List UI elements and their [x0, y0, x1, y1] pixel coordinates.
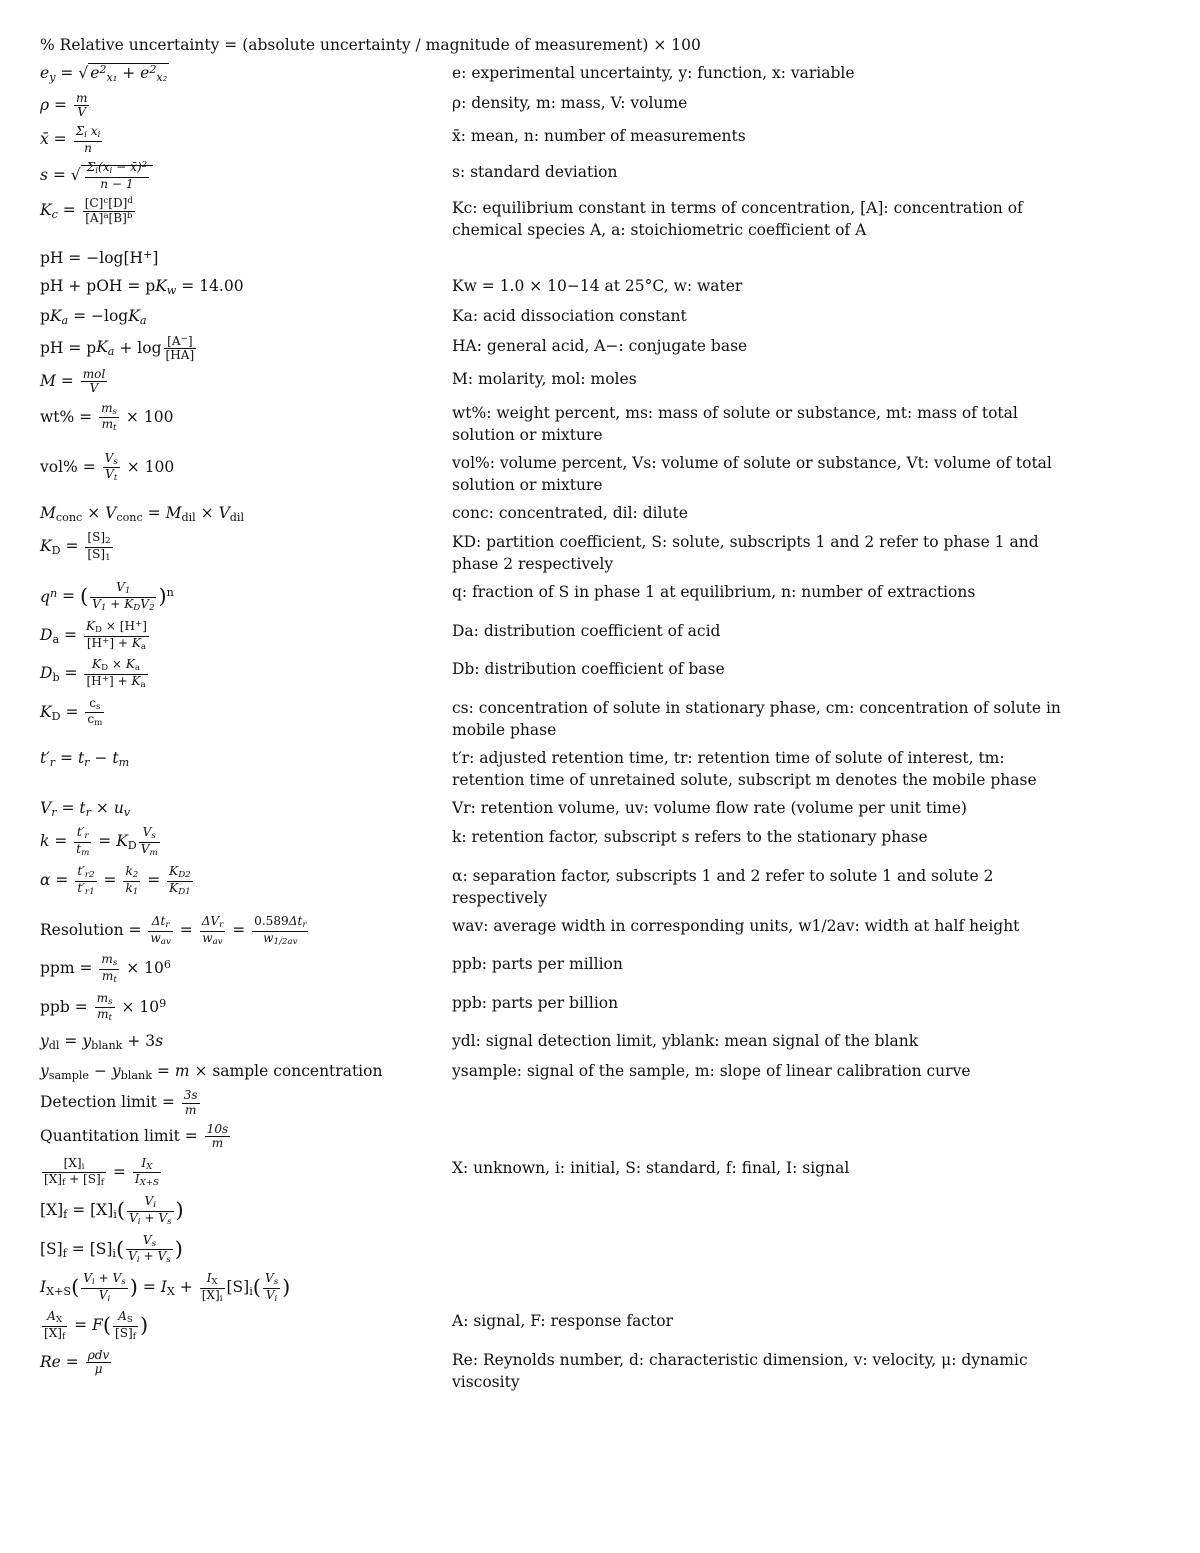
description: cs: concentration of solute in stationary phase, cm: concentration of solute in mobile phase	[452, 698, 1061, 739]
formula-row	[40, 335, 1080, 363]
equation: $y_{dl} = y_{blank} + 3s$	[40, 1032, 164, 1052]
description: Da: distribution coefficient of acid	[452, 621, 721, 640]
formula-row	[40, 747, 1080, 791]
equation: x̄ = $\frac{\Sigma_i x_i}{n}$	[40, 124, 101, 155]
formula-row	[40, 1349, 1080, 1393]
formula-row	[40, 1310, 1080, 1342]
equation: $I_{X+S}$( $\frac{V_i + V_s}{V_i}$ ) = $I_X$ + $\frac{I_X}{[X]_i}$ $[S]_i$( $\frac{V_s}{V_i}$ )	[40, 1271, 291, 1304]
equation: Re = $\frac{\text{ρdv}}{\mu}$	[40, 1347, 110, 1377]
equation: $pK_a = -\log K_a$	[40, 306, 147, 327]
formula-row	[40, 915, 1080, 947]
description	[452, 1234, 1080, 1266]
formula-row	[40, 125, 1080, 155]
formula-row	[40, 161, 1080, 191]
equation: $D_a$ = $\frac{K_D \times [H^+]}{[H^+] + K_a}$	[40, 618, 147, 652]
formula-row	[40, 992, 1080, 1024]
formula-row	[40, 1030, 1080, 1054]
description: k: retention factor, subscript s refers to the stationary phase	[452, 828, 928, 847]
equation: $K_c$ = $\frac{[C]^c[D]^d}{[A]^a[B]^b}$	[40, 196, 133, 225]
equation: $K_D$ = $\frac{[S]_2}{[S]_1}$	[40, 530, 111, 564]
formula-sheet	[40, 34, 1080, 1399]
description: Kw = 1.0 × 10−14 at 25°C, w: water	[452, 277, 743, 296]
equation: k = $\frac{t'_r}{t_m}$ = $K_D$ $\frac{V_s}{V_m}$	[40, 825, 158, 859]
equation: $M_{conc} \times V_{conc} = M_{dil} \times V_{dil}$	[40, 503, 245, 524]
description: ppb: parts per billion	[452, 993, 619, 1012]
equation: $e_y$ = √ $e^2_{x_1} + e^2_{x_2}$	[40, 63, 168, 84]
description	[452, 1195, 1080, 1227]
description: α: separation factor, subscripts 1 and 2 refer to solute 1 and solute 2 respectively	[452, 866, 994, 907]
description: t′r: adjusted retention time, tr: retention time of solute of interest, tm: retention time of unretained solute, subscript m denotes the mobile phase	[452, 748, 1037, 789]
description	[452, 1123, 1080, 1151]
formula-row	[40, 1123, 1080, 1151]
description: A: signal, F: response factor	[452, 1312, 674, 1331]
formula-row	[40, 953, 1080, 985]
description: e: experimental uncertainty, y: function, x: variable	[452, 64, 855, 82]
formula-row	[40, 368, 1080, 396]
formula-row	[40, 1234, 1080, 1266]
equation: pH = −log[H+]	[40, 248, 159, 268]
formula-row	[40, 92, 1080, 120]
description: ppb: parts per million	[452, 955, 623, 974]
equation: Detection limit = $\frac{3s}{m}$	[40, 1088, 198, 1117]
description	[452, 1272, 1080, 1304]
equation: $[X]_f = [X]_i$( $\frac{V_i}{V_i + V_s}$ )	[40, 1194, 184, 1227]
description: q: fraction of S in phase 1 at equilibrium, n: number of extractions	[452, 583, 976, 602]
equation: Resolution = $\frac{\Delta t_r}{w_{av}}$ = $\frac{\Delta V_r}{w_{av}}$ = $\frac{0.589\Delta t_r}{w_{1/2av}}$	[40, 913, 307, 947]
equation: Quantitation limit = $\frac{10s}{m}$	[40, 1122, 229, 1151]
equation: α = $\frac{t'_{r2}}{t'_{r1}}$ = $\frac{k_2}{k_1}$ = $\frac{K_{D2}}{K_{D1}}$	[40, 863, 191, 897]
equation: $K_D$ = $\frac{c_s}{c_m}$	[40, 695, 103, 729]
equation: pH = $pK_a + \log$ $\frac{[A^-]}{[HA]}$	[40, 333, 195, 362]
formula-row	[40, 658, 1080, 690]
description	[452, 1089, 1080, 1117]
formula-row	[40, 865, 1080, 909]
formula-row	[40, 581, 1080, 613]
equation: $[S]_f = [S]_i$( $\frac{V_s}{V_i + V_s}$ )	[40, 1232, 183, 1266]
description	[452, 247, 1080, 269]
description: Vr: retention volume, uv: volume flow rate (volume per unit time)	[452, 798, 967, 817]
formula-row	[40, 826, 1080, 858]
equation: $\frac{A_X}{[X]_f}$ = F( $\frac{A_S}{[S]_f}$ )	[44, 1309, 149, 1343]
formula-row	[40, 1089, 1080, 1117]
formula-row	[40, 1157, 1080, 1189]
equation: ppm = $\frac{m_s}{m_t}$ × $10^6$	[40, 952, 171, 986]
description: x̄: mean, n: number of measurements	[452, 127, 746, 146]
equation: ppb = $\frac{m_s}{m_t}$ × $10^9$	[40, 990, 167, 1024]
description: M: molarity, mol: moles	[452, 370, 637, 389]
formula-row	[40, 197, 1080, 241]
equation: $D_b$ = $\frac{K_D \times K_a}{[H^+] + K_a}$	[40, 657, 146, 691]
description: Db: distribution coefficient of base	[452, 660, 725, 679]
equation: $q^n$ = ( $\frac{V_1}{V_1 + K_DV_2}$ )$^n$	[40, 580, 174, 614]
description: ρ: density, m: mass, V: volume	[452, 93, 688, 112]
formula-row	[40, 797, 1080, 821]
formula-row	[40, 402, 1080, 446]
equation: M = $\frac{\text{mol}}{V}$	[40, 367, 106, 396]
description: KD: partition coefficient, S: solute, subscripts 1 and 2 refer to phase 1 and phase 2 respectively	[452, 533, 1039, 574]
equation: $y_{sample} - y_{blank} = m$ × sample concentration	[40, 1061, 383, 1082]
description: wav: average width in corresponding units, w1/2av: width at half height	[452, 916, 1020, 935]
description: ydl: signal detection limit, yblank: mean signal of the blank	[452, 1032, 919, 1051]
description: Kc: equilibrium constant in terms of concentration, [A]: concentration of chemical species A, a: stoichiometric coefficient of A	[452, 199, 1023, 240]
equation: $t'_r = t_r - t_m$	[40, 748, 130, 769]
formula-row	[40, 697, 1080, 741]
formula-row	[40, 247, 1080, 269]
equation: wt% = $\frac{m_s}{m_t}$ × 100	[40, 400, 174, 434]
formula-row	[40, 62, 1080, 86]
formula-row	[40, 452, 1080, 496]
formula-row	[40, 502, 1080, 526]
description: HA: general acid, A−: conjugate base	[452, 336, 748, 355]
equation: vol% = $\frac{V_s}{V_t}$ × 100	[40, 450, 175, 484]
description: Ka: acid dissociation constant	[452, 306, 687, 325]
description: Re: Reynolds number, d: characteristic dimension, v: velocity, μ: dynamic viscosity	[452, 1350, 1028, 1391]
description: X: unknown, i: initial, S: standard, f: final, I: signal	[452, 1158, 850, 1177]
description: vol%: volume percent, Vs: volume of solute or substance, Vt: volume of total solution or mixture	[452, 453, 1052, 494]
formula-row	[40, 531, 1080, 575]
formula-row	[40, 1272, 1080, 1304]
equation: pH + pOH = $pK_w = 14.00$	[40, 277, 244, 298]
formula-row	[40, 1060, 1080, 1084]
description: s: standard deviation	[452, 163, 618, 182]
formula-row	[40, 275, 1080, 299]
equation: $V_r = t_r \times u_v$	[40, 798, 131, 819]
description: ysample: signal of the sample, m: slope of linear calibration curve	[452, 1061, 971, 1080]
formula-row	[40, 1195, 1080, 1227]
formula-row	[40, 620, 1080, 652]
equation: $\frac{[X]_i}{[X]_f + [S]_f}$ = $\frac{I_X}{I_{X+S}}$	[44, 1155, 160, 1189]
description: conc: concentrated, dil: dilute	[452, 503, 688, 522]
formula-row	[40, 305, 1080, 329]
relative-uncertainty-formula: % Relative uncertainty = (absolute uncertainty / magnitude of measurement) × 100	[40, 36, 701, 54]
equation: ρ = $\frac{m}{V}$	[40, 90, 88, 119]
equation: s = √ $\frac{\Sigma_i(x_i - x̄)^2}{n - 1}$	[40, 161, 452, 191]
description: wt%: weight percent, ms: mass of solute or substance, mt: mass of total solution or mixture	[452, 403, 1018, 444]
